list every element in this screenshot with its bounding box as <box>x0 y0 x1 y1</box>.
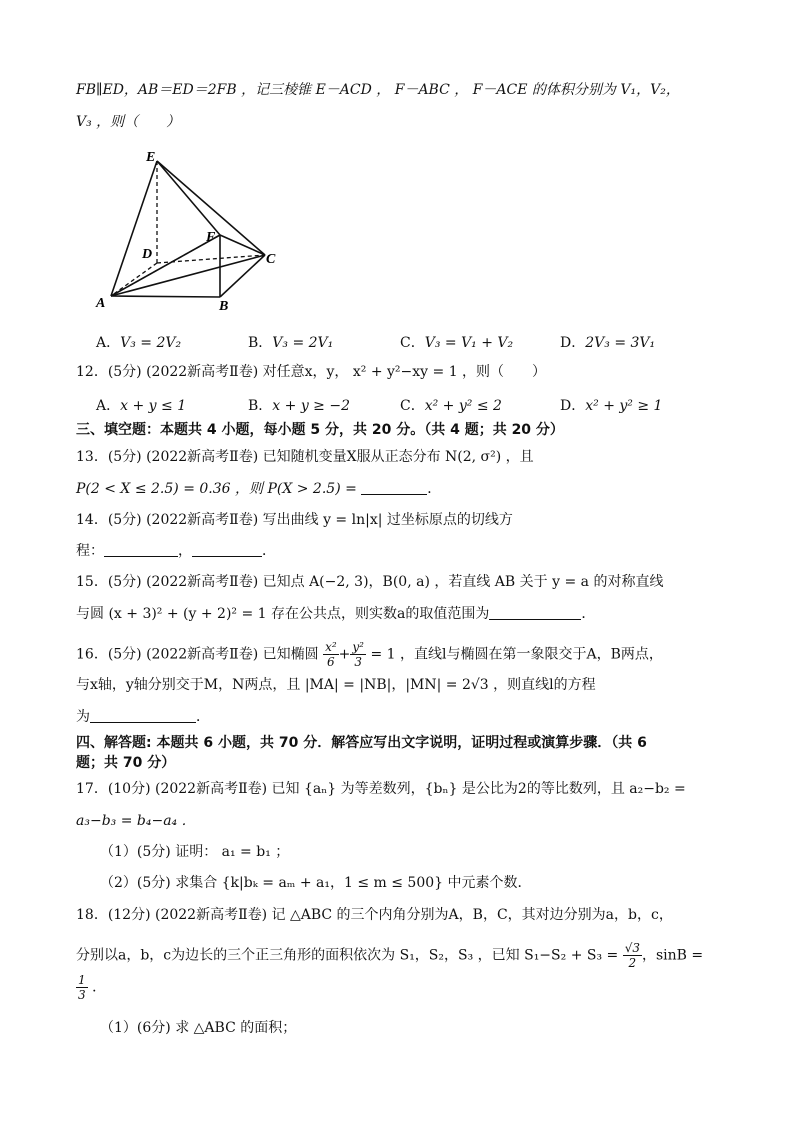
q12-option-b[interactable]: B．x + y ≥ −2 <box>248 398 351 414</box>
q12-option-c[interactable]: C．x² + y² ≤ 2 <box>400 398 502 414</box>
q15-line2: 与圆 (x + 3)² + (y + 2)² = 1 存在公共点，则实数a的取值范围为 ． <box>76 606 596 622</box>
q11-option-c[interactable]: C．V₃ = V₁ + V₂ <box>400 335 514 351</box>
q18-frac-1-3: $\frac{1}{3}$ ． <box>78 973 107 1002</box>
q17-line2: a₃−b₃ = b₄−a₄ ． <box>76 813 196 829</box>
q17-part2: （2）(5分) 求集合 {k|bₖ = aₘ + a₁，1 ≤ m ≤ 500} 中元素个数． <box>100 875 532 891</box>
q11-option-b[interactable]: B．V₃ = 2V₁ <box>248 335 334 351</box>
q13-answer-blank[interactable] <box>361 480 427 495</box>
q13-line1: 13．(5分) (2022新高考Ⅱ卷) 已知随机变量X服从正态分布 N(2, σ²) ，且 <box>76 449 534 465</box>
label-C: C <box>266 252 276 267</box>
q15-answer-blank[interactable] <box>489 605 581 620</box>
q11-option-a[interactable]: A．V₃ = 2V₂ <box>96 335 182 351</box>
q16-answer-blank[interactable] <box>90 708 196 723</box>
label-E: E <box>146 150 156 165</box>
q18-line2: 分别以a，b，c为边长的三个正三角形的面积依次为 S₁，S₂，S₃ ，已知 S₁−S₂ + S₃ = $\frac{√3}{2}$ ，sinB = <box>76 941 704 970</box>
q11-option-d[interactable]: D．2V₃ = 3V₁ <box>560 335 656 351</box>
q12-option-d[interactable]: D．x² + y² ≥ 1 <box>560 398 663 414</box>
q11-line2: V₃ ，则（ ） <box>76 114 181 130</box>
q16-line1: 16．(5分) (2022新高考Ⅱ卷) 已知椭圆 $\frac{\text{x²}}{6}$ + $\frac{\text{y²}}{3}$ = 1 ，直线l与椭圆在第一象限交于A，B两点， <box>76 640 663 669</box>
q14-answer-blank-2[interactable] <box>192 542 262 557</box>
q12-stem: 12．(5分) (2022新高考Ⅱ卷) 对任意x，y， x² + y²−xy = 1 ，则（ ） <box>76 364 547 380</box>
q12-option-a[interactable]: A．x + y ≤ 1 <box>96 398 187 414</box>
pyramid-figure <box>90 145 290 315</box>
q18-frac-sqrt3-2: $\frac{√3}{2}$ <box>624 941 640 970</box>
label-A: A <box>96 296 106 311</box>
q18-line1: 18．(12分) (2022新高考Ⅱ卷) 记 △ABC 的三个内角分别为A，B，C，其对边分别为a，b，c， <box>76 907 673 923</box>
q14-answer-blank-1[interactable] <box>104 542 178 557</box>
section4-heading-1: 四、解答题: 本题共 6 小题，共 70 分．解答应写出文字说明，证明过程或演算步骤．（共 6 <box>76 735 647 751</box>
q16-line3: 为 ． <box>76 709 210 725</box>
label-D: D <box>142 247 153 262</box>
q16-line2: 与x轴，y轴分别交于M，N两点，且 |MA| = |NB|，|MN| = 2√3 ，则直线l的方程 <box>76 677 596 693</box>
q18-part1: （1）(6分) 求 △ABC 的面积； <box>100 1020 297 1036</box>
q15-line1: 15．(5分) (2022新高考Ⅱ卷) 已知点 A(−2, 3)，B(0, a) ，若直线 AB 关于 y = a 的对称直线 <box>76 574 664 590</box>
section3-heading: 三、填空题：本题共 4 小题，每小题 5 分，共 20 分。（共 4 题；共 20 分） <box>76 422 564 438</box>
q11-line1: FB∥ED，AB＝ED＝2FB ，记三棱锥 E－ACD ， F－ABC ， F－ACE 的体积分别为 V₁，V₂， <box>76 82 680 98</box>
q14-line2: 程： ， ． <box>76 543 276 559</box>
q17-part1: （1）(5分) 证明： a₁ = b₁ ； <box>100 844 290 860</box>
q13-line2: P(2 < X ≤ 2.5) = 0.36 ，则 P(X > 2.5) = ． <box>76 481 442 497</box>
q14-line1: 14．(5分) (2022新高考Ⅱ卷) 写出曲线 y = ln|x| 过坐标原点的切线方 <box>76 512 513 528</box>
label-B: B <box>219 299 229 314</box>
label-F: F <box>206 230 216 245</box>
q16-frac-x: $\frac{\text{x²}}{6}$ <box>325 640 337 669</box>
section4-heading-2: 题；共 70 分） <box>76 755 176 771</box>
q17-line1: 17．(10分) (2022新高考Ⅱ卷) 已知 {aₙ} 为等差数列，{bₙ} 是公比为2的等比数列，且 a₂−b₂ = <box>76 781 686 797</box>
q16-frac-y: $\frac{\text{y²}}{3}$ <box>352 640 364 669</box>
